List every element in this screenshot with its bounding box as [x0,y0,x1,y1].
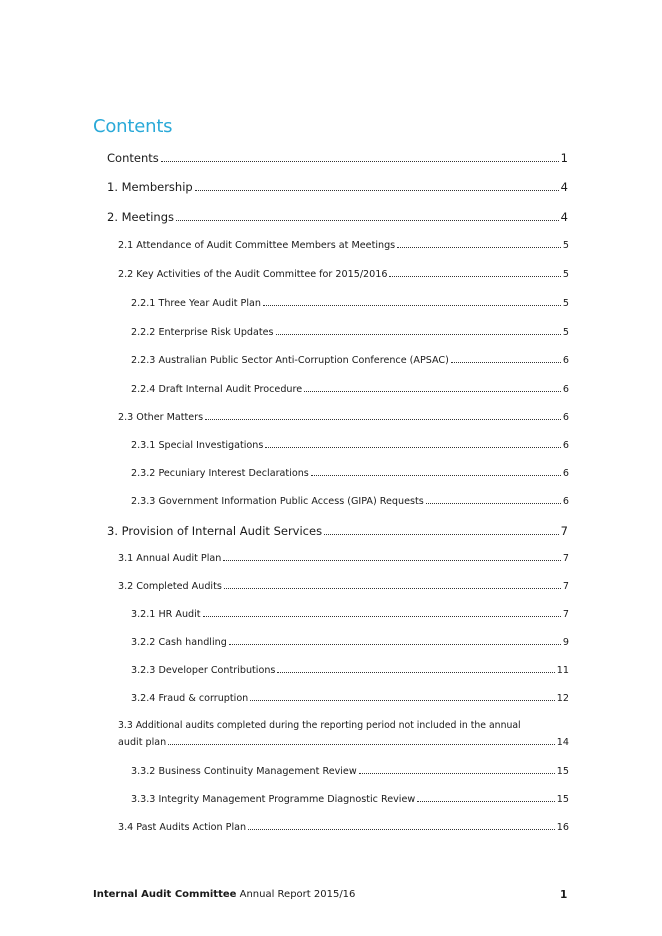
toc-entry-page: 5 [562,327,569,338]
toc-entry[interactable] [131,637,569,648]
dot-leader [223,560,561,561]
dot-leader [311,475,561,476]
toc-entry-page: 12 [556,693,569,704]
toc-entry-page: 6 [562,355,569,366]
toc-entry-page: 6 [562,468,569,479]
toc-entry[interactable] [107,524,568,538]
toc-entry-label: 3.2.2 Cash handling [131,637,227,648]
footer-bold-text: Internal Audit Committee [93,889,237,900]
dot-leader [248,829,555,830]
toc-entry-page: 6 [562,384,569,395]
toc-entry-label: 3.2.1 HR Audit [131,609,201,620]
toc-entry[interactable] [107,180,568,194]
toc-entry[interactable] [131,468,569,479]
toc-entry[interactable] [131,298,569,309]
toc-entry[interactable] [118,581,569,592]
toc-entry-page: 15 [556,794,569,805]
toc-entry[interactable] [118,240,569,251]
dot-leader [451,362,561,363]
toc-entry-label: 3.2 Completed Audits [118,581,222,592]
dot-leader [276,334,561,335]
toc-entry-page: 4 [560,210,568,224]
dot-leader [397,247,561,248]
toc-entry-label: Contents [107,151,159,165]
toc-entry-label: 2.2.2 Enterprise Risk Updates [131,327,274,338]
toc-entry[interactable] [118,553,569,564]
dot-leader [263,305,561,306]
toc-entry-page: 9 [562,637,569,648]
toc-entry-label: 3.2.4 Fraud & corruption [131,693,249,704]
toc-entry-label: 2.2.4 Draft Internal Audit Procedure [131,384,303,395]
toc-entry-page: 7 [562,553,569,564]
toc-entry[interactable] [118,737,569,748]
footer-page-number: 1 [560,889,568,901]
dot-leader [203,616,561,617]
footer-text: Annual Report 2015/16 [236,889,356,900]
toc-entry-page: 11 [556,665,569,676]
toc-entry[interactable] [118,412,569,423]
dot-leader [224,588,561,589]
toc-entry-label: 2.2.3 Australian Public Sector Anti-Corruption Conference (APSAC) [131,355,449,366]
dot-leader [250,700,555,701]
dot-leader [176,220,559,221]
toc-entry[interactable] [107,151,568,165]
toc-entry[interactable] [131,766,569,777]
toc-entry-label: 2.2.1 Three Year Audit Plan [131,298,261,309]
dot-leader [304,391,561,392]
toc-entry[interactable] [131,327,569,338]
toc-entry-page: 1 [560,151,568,165]
toc-entry-label-line1[interactable]: 3.3 Additional audits completed during the reporting period not included in the annual [118,720,521,731]
dot-leader [324,534,559,535]
toc-entry[interactable] [131,496,569,507]
toc-entry-page: 16 [556,822,569,833]
dot-leader [359,773,555,774]
toc-entry-page: 7 [562,609,569,620]
toc-entry-page: 7 [560,524,568,538]
footer-title [93,889,355,900]
toc-entry[interactable] [131,355,569,366]
toc-entry-page: 7 [562,581,569,592]
toc-entry-page: 4 [560,180,568,194]
toc-entry[interactable] [131,665,569,676]
toc-entry-label: audit plan [118,737,167,748]
toc-entry[interactable] [131,440,569,451]
toc-entry[interactable] [107,210,568,224]
toc-entry-label: 3. Provision of Internal Audit Services [107,524,323,538]
toc-entry-label: 3.1 Annual Audit Plan [118,553,222,564]
toc-entry-page: 6 [562,496,569,507]
toc-entry-label: 2.3.3 Government Information Public Access (GIPA) Requests [131,496,424,507]
toc-entry[interactable] [118,269,569,280]
toc-entry-page: 6 [562,440,569,451]
toc-entry-label: 2. Meetings [107,210,174,224]
toc-entry[interactable] [131,693,569,704]
toc-entry-label: 1. Membership [107,180,193,194]
toc-entry-label: 2.2 Key Activities of the Audit Committee for 2015/2016 [118,269,388,280]
dot-leader [265,447,561,448]
toc-entry-label: 3.3.2 Business Continuity Management Review [131,766,357,777]
toc-entry[interactable] [131,384,569,395]
toc-entry[interactable] [118,822,569,833]
toc-entry[interactable] [131,609,569,620]
toc-entry-label: 2.1 Attendance of Audit Committee Members at Meetings [118,240,396,251]
toc-entry-page: 6 [562,412,569,423]
dot-leader [426,503,561,504]
toc-entry-label: 2.3 Other Matters [118,412,204,423]
dot-leader [195,190,559,191]
dot-leader [205,419,561,420]
toc-entry-label: 3.4 Past Audits Action Plan [118,822,247,833]
toc-entry-page: 5 [562,240,569,251]
toc-entry-page: 15 [556,766,569,777]
dot-leader [229,644,561,645]
dot-leader [389,276,560,277]
toc-entry-page: 5 [562,269,569,280]
toc-entry-label: 3.3.3 Integrity Management Programme Diagnostic Review [131,794,416,805]
dot-leader [168,744,555,745]
toc-entry[interactable] [131,794,569,805]
toc-entry-page: 14 [556,737,569,748]
toc-entry-label: 3.2.3 Developer Contributions [131,665,276,676]
dot-leader [417,801,555,802]
dot-leader [161,161,559,162]
toc-entry-page: 5 [562,298,569,309]
dot-leader [277,672,554,673]
toc-entry-label: 2.3.1 Special Investigations [131,440,264,451]
page-title: Contents [93,116,173,137]
toc-entry-label: 2.3.2 Pecuniary Interest Declarations [131,468,309,479]
